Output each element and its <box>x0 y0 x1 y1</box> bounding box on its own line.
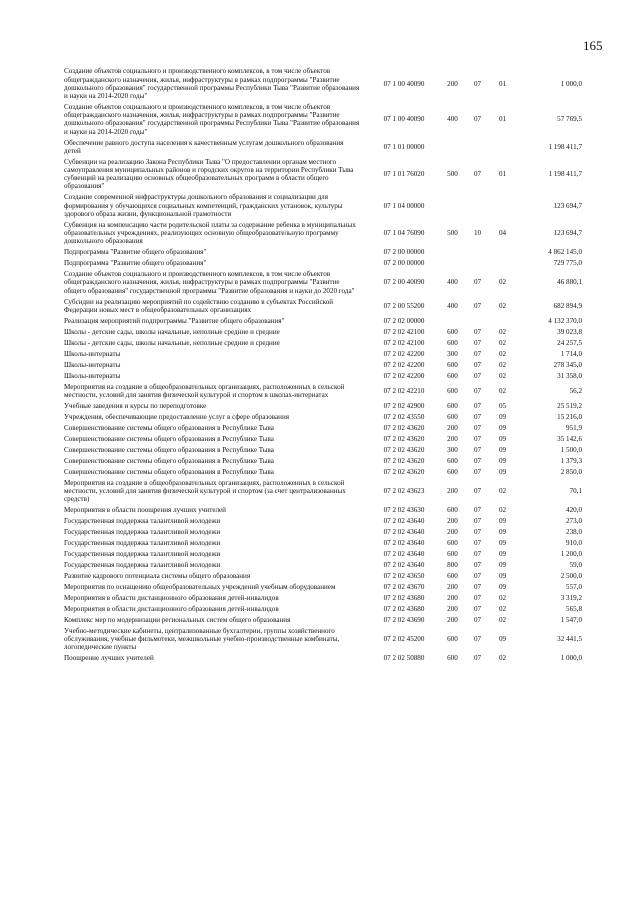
section-code: 07 <box>473 338 482 347</box>
row-name: Школы - детские сады, школы начальные, неполные средние и средние <box>64 327 280 336</box>
amount: 1 198 411,7 <box>548 142 582 151</box>
section-code <box>465 137 490 156</box>
budget-table-body <box>64 66 582 664</box>
expense-type-code: 600 <box>447 401 458 410</box>
expense-type-code: 600 <box>447 654 458 663</box>
row-name: Государственная поддержка талантливой молодежи <box>64 528 221 537</box>
table-row <box>64 359 582 370</box>
expense-type-code: 200 <box>447 517 458 526</box>
amount: 24 257,5 <box>557 338 582 347</box>
subsection-code: 02 <box>498 386 507 395</box>
subsection-code <box>490 315 515 326</box>
expense-type-code: 200 <box>447 615 458 624</box>
section-code: 07 <box>473 278 482 287</box>
target-article-code: 07 2 02 42100 <box>383 327 425 336</box>
row-name: Реализация мероприятий подпрограммы "Развитие общего образования" <box>64 316 285 325</box>
section-code: 07 <box>473 550 482 558</box>
section-code: 07 <box>473 349 482 358</box>
section-code: 07 <box>473 423 482 432</box>
subsection-code: 02 <box>498 593 507 602</box>
subsection-code: 09 <box>498 456 507 465</box>
table-row <box>64 66 582 102</box>
amount: 31 358,0 <box>557 371 582 380</box>
section-code: 07 <box>473 539 482 548</box>
amount: 1 714,0 <box>560 349 582 358</box>
amount: 57 769,5 <box>557 115 582 124</box>
subsection-code: 09 <box>498 517 507 526</box>
expense-type-code: 500 <box>447 170 458 179</box>
subsection-code: 02 <box>498 278 507 287</box>
target-article-code: 07 2 02 42100 <box>383 338 425 347</box>
amount: 951,9 <box>566 423 582 432</box>
subsection-code: 09 <box>498 582 507 591</box>
amount: 565,8 <box>566 604 582 613</box>
amount: 59,0 <box>569 560 582 569</box>
subsection-code: 01 <box>498 170 507 179</box>
amount: 4 132 370,0 <box>548 316 582 325</box>
target-article-code: 07 2 02 42200 <box>383 371 425 380</box>
row-name: Школы-интернаты <box>64 349 121 358</box>
section-code: 10 <box>473 228 482 237</box>
section-code: 07 <box>473 115 482 124</box>
subsection-code: 02 <box>498 486 507 495</box>
row-name: Государственная поддержка талантливой молодежи <box>64 550 221 558</box>
subsection-code: 02 <box>498 371 507 380</box>
row-name: Обеспечение равного доступа населения к качественным услугам дошкольного образования детей <box>64 138 344 155</box>
section-code: 07 <box>473 486 482 495</box>
row-name: Мероприятия в области дистанционного образования детей-инвалидов <box>64 604 279 613</box>
section-code: 07 <box>473 360 482 369</box>
subsection-code: 09 <box>498 434 507 443</box>
table-row <box>64 653 582 664</box>
expense-type-code: 600 <box>447 360 458 369</box>
amount: 273,0 <box>566 517 582 526</box>
subsection-code: 09 <box>498 412 507 421</box>
row-name: Поощрение лучших учителей <box>64 654 154 663</box>
amount: 56,2 <box>569 386 582 395</box>
target-article-code: 07 1 04 00000 <box>383 201 425 210</box>
table-row <box>64 400 582 411</box>
amount: 2 500,0 <box>560 571 582 580</box>
table-row <box>64 582 582 593</box>
section-code: 07 <box>473 506 482 515</box>
row-name: Совершенствование системы общего образования в Республике Тыва <box>64 456 274 465</box>
amount: 1 200,0 <box>560 550 582 558</box>
amount: 420,0 <box>566 506 582 515</box>
subsection-code: 02 <box>498 654 507 663</box>
section-code <box>465 315 490 326</box>
expense-type-code <box>440 315 465 326</box>
expense-type-code: 600 <box>447 550 458 558</box>
row-name: Развитие кадрового потенциала системы общего образования <box>64 571 251 580</box>
subsection-code: 09 <box>498 528 507 537</box>
target-article-code: 07 2 02 43620 <box>383 434 425 443</box>
section-code: 07 <box>473 528 482 537</box>
expense-type-code: 200 <box>447 79 458 88</box>
amount: 70,1 <box>569 486 582 495</box>
row-name: Создание объектов социального и производственного комплексов, в том числе объектов общегражданского назначения, жилья, инфраструктуры в рамках подпрограммы "Развитие дошкольного образования" государственной программы Республики Тыва "Развитие образования и науки на 2014-2020 годы" <box>64 102 360 136</box>
target-article-code: 07 2 02 43640 <box>383 560 425 569</box>
target-article-code: 07 2 02 43620 <box>383 445 425 454</box>
subsection-code: 09 <box>498 423 507 432</box>
section-code: 07 <box>473 456 482 465</box>
expense-type-code: 800 <box>447 560 458 569</box>
table-row <box>64 381 582 400</box>
expense-type-code <box>440 258 465 269</box>
table-row <box>64 137 582 156</box>
section-code: 07 <box>473 517 482 526</box>
expense-type-code: 600 <box>447 327 458 336</box>
section-code: 07 <box>473 604 482 613</box>
table-row <box>64 444 582 455</box>
row-name: Мероприятия на создание в общеобразовательных организациях, расположенных в сельской местности, условий для занятия физической культурой и спортом (за счет централизованных средств) <box>64 478 346 504</box>
section-code: 07 <box>473 301 482 310</box>
row-name: Подпрограмма "Развитие общего образования" <box>64 259 207 268</box>
table-row <box>64 466 582 477</box>
row-name: Создание современной инфраструктуры дошкольного образования и социализации для формирования у обучающихся социальных компетенций, гражданских установок, культуры здорового образа жизни, функциональной грамотности <box>64 193 343 218</box>
section-code: 07 <box>473 560 482 569</box>
row-name: Мероприятия в области дистанционного образования детей-инвалидов <box>64 593 279 602</box>
amount: 1 000,0 <box>560 79 582 88</box>
expense-type-code: 400 <box>447 115 458 124</box>
target-article-code: 07 2 02 50880 <box>383 654 425 663</box>
target-article-code: 07 2 02 42200 <box>383 349 425 358</box>
table-row <box>64 422 582 433</box>
amount: 729 775,0 <box>553 259 582 268</box>
expense-type-code <box>440 247 465 258</box>
subsection-code: 09 <box>498 550 507 558</box>
expense-type-code: 600 <box>447 571 458 580</box>
expense-type-code <box>440 137 465 156</box>
table-row <box>64 102 582 138</box>
expense-type-code: 200 <box>447 486 458 495</box>
table-row <box>64 156 582 192</box>
subsection-code: 02 <box>498 615 507 624</box>
subsection-code: 09 <box>498 467 507 476</box>
section-code: 07 <box>473 635 482 644</box>
target-article-code: 07 2 00 55200 <box>383 301 425 310</box>
subsection-code <box>490 192 515 219</box>
section-code: 07 <box>473 615 482 624</box>
subsection-code: 02 <box>498 338 507 347</box>
expense-type-code: 200 <box>447 528 458 537</box>
expense-type-code: 300 <box>447 445 458 454</box>
amount: 4 862 145,0 <box>548 248 582 257</box>
table-row <box>64 269 582 296</box>
table-row <box>64 219 582 246</box>
row-name: Учебные заведения и курсы по переподготовке <box>64 401 207 410</box>
subsection-code: 02 <box>498 327 507 336</box>
target-article-code: 07 2 02 43620 <box>383 456 425 465</box>
amount: 1 500,0 <box>560 445 582 454</box>
target-article-code: 07 2 02 45200 <box>383 635 425 644</box>
target-article-code: 07 2 02 42200 <box>383 360 425 369</box>
subsection-code: 02 <box>498 604 507 613</box>
section-code <box>465 192 490 219</box>
subsection-code: 02 <box>498 506 507 515</box>
expense-type-code: 600 <box>447 412 458 421</box>
table-row <box>64 505 582 516</box>
target-article-code: 07 1 04 76090 <box>383 228 425 237</box>
amount: 1 379,3 <box>560 456 582 465</box>
row-name: Государственная поддержка талантливой молодежи <box>64 539 221 548</box>
amount: 25 519,2 <box>557 401 582 410</box>
row-name: Мероприятия на создание в общеобразовательных организациях, расположенных в сельской местности, условий для занятия физической культурой и спортом в школах-интернатах <box>64 382 345 399</box>
target-article-code: 07 2 02 43640 <box>383 539 425 548</box>
target-article-code: 07 2 02 43650 <box>383 571 425 580</box>
section-code: 07 <box>473 79 482 88</box>
expense-type-code: 400 <box>447 278 458 287</box>
section-code: 07 <box>473 412 482 421</box>
subsection-code: 09 <box>498 539 507 548</box>
expense-type-code: 500 <box>447 228 458 237</box>
section-code: 07 <box>473 170 482 179</box>
expense-type-code: 200 <box>447 604 458 613</box>
expense-type-code: 300 <box>447 349 458 358</box>
amount: 1 198 411,7 <box>548 170 582 179</box>
row-name: Совершенствование системы общего образования в Республике Тыва <box>64 423 274 432</box>
section-code: 07 <box>473 445 482 454</box>
section-code: 07 <box>473 371 482 380</box>
table-row <box>64 571 582 582</box>
target-article-code: 07 2 02 43690 <box>383 615 425 624</box>
row-name: Мероприятия в области поощрения лучших учителей <box>64 506 226 515</box>
target-article-code: 07 2 02 43620 <box>383 467 425 476</box>
amount: 32 441,5 <box>557 635 582 644</box>
target-article-code: 07 2 02 43640 <box>383 550 425 558</box>
amount: 682 894,9 <box>553 301 582 310</box>
row-name: Комплекс мер по модернизации региональных систем общего образования <box>64 615 291 624</box>
amount: 15 216,0 <box>557 412 582 421</box>
table-row <box>64 560 582 571</box>
row-name: Государственная поддержка талантливой молодежи <box>64 517 221 526</box>
section-code: 07 <box>473 582 482 591</box>
subsection-code: 02 <box>498 301 507 310</box>
amount: 3 319,2 <box>560 593 582 602</box>
row-name: Школы - детские сады, школы начальные, неполные средние и средние <box>64 338 280 347</box>
expense-type-code: 600 <box>447 386 458 395</box>
subsection-code: 01 <box>498 79 507 88</box>
table-row <box>64 538 582 549</box>
table-row <box>64 315 582 326</box>
subsection-code: 01 <box>498 115 507 124</box>
amount: 123 694,7 <box>553 228 582 237</box>
target-article-code: 07 2 00 40090 <box>383 278 425 287</box>
amount: 1 547,0 <box>560 615 582 624</box>
amount: 2 850,0 <box>560 467 582 476</box>
subsection-code <box>490 137 515 156</box>
table-row <box>64 604 582 615</box>
page-number: 165 <box>583 38 603 53</box>
subsection-code: 09 <box>498 445 507 454</box>
section-code: 07 <box>473 327 482 336</box>
section-code: 07 <box>473 593 482 602</box>
budget-table <box>64 66 582 664</box>
table-row <box>64 626 582 653</box>
target-article-code: 07 2 02 43680 <box>383 604 425 613</box>
section-code: 07 <box>473 571 482 580</box>
table-row <box>64 516 582 527</box>
expense-type-code: 600 <box>447 371 458 380</box>
target-article-code: 07 2 02 43620 <box>383 423 425 432</box>
subsection-code: 09 <box>498 560 507 569</box>
target-article-code: 07 1 01 76020 <box>383 170 425 179</box>
target-article-code: 07 1 01 00000 <box>383 142 425 151</box>
target-article-code: 07 2 02 42210 <box>383 386 425 395</box>
section-code: 07 <box>473 386 482 395</box>
table-row <box>64 615 582 626</box>
amount: 1 000,0 <box>560 654 582 663</box>
expense-type-code <box>440 192 465 219</box>
row-name: Создание объектов социального и производственного комплексов, в том числе объектов общегражданского назначения, жилья, инфраструктуры в рамках подпрограммы "Развитие дошкольного образования" государственной программы Республики Тыва "Развитие образования и науки на 2014-2020 годы" <box>64 67 360 100</box>
expense-type-code: 600 <box>447 467 458 476</box>
row-name: Подпрограмма "Развитие общего образования" <box>64 248 207 257</box>
section-code: 07 <box>473 401 482 410</box>
target-article-code: 07 2 02 43680 <box>383 593 425 602</box>
expense-type-code: 200 <box>447 582 458 591</box>
table-row <box>64 192 582 219</box>
target-article-code: 07 2 02 43640 <box>383 517 425 526</box>
target-article-code: 07 1 00 40090 <box>383 79 425 88</box>
expense-type-code: 600 <box>447 635 458 644</box>
target-article-code: 07 2 02 43640 <box>383 528 425 537</box>
subsection-code: 04 <box>498 228 507 237</box>
section-code <box>465 258 490 269</box>
subsection-code: 02 <box>498 360 507 369</box>
table-row <box>64 247 582 258</box>
target-article-code: 07 1 00 40090 <box>383 115 425 124</box>
target-article-code: 07 2 00 00000 <box>383 259 425 268</box>
table-row <box>64 296 582 315</box>
table-row <box>64 411 582 422</box>
amount: 46 880,1 <box>557 278 582 287</box>
row-name: Учреждения, обеспечивающие предоставление услуг в сфере образования <box>64 412 290 421</box>
row-name: Государственная поддержка талантливой молодежи <box>64 560 221 569</box>
subsection-code: 09 <box>498 635 507 644</box>
subsection-code: 02 <box>498 349 507 358</box>
row-name: Совершенствование системы общего образования в Республике Тыва <box>64 434 274 443</box>
amount: 123 694,7 <box>553 201 582 210</box>
table-row <box>64 348 582 359</box>
expense-type-code: 200 <box>447 434 458 443</box>
amount: 39 023,8 <box>557 327 582 336</box>
target-article-code: 07 2 02 42900 <box>383 401 425 410</box>
expense-type-code: 400 <box>447 301 458 310</box>
table-row <box>64 527 582 538</box>
row-name: Создание объектов социального и производственного комплексов, в том числе объектов общегражданского назначения, жилья, инфраструктуры в рамках подпрограммы "Развитие общего образования" государственной программы "Развитие образования и науки до 2020 года" <box>64 270 355 295</box>
row-name: Школы-интернаты <box>64 371 121 380</box>
target-article-code: 07 2 02 00000 <box>383 316 425 325</box>
expense-type-code: 600 <box>447 456 458 465</box>
table-row <box>64 370 582 381</box>
expense-type-code: 600 <box>447 506 458 515</box>
section-code <box>465 247 490 258</box>
section-code: 07 <box>473 434 482 443</box>
subsection-code <box>490 258 515 269</box>
table-row <box>64 326 582 337</box>
amount: 238,0 <box>566 528 582 537</box>
row-name: Субсидии на реализацию мероприятий по содействию созданию в субъектах Российской Федерации новых мест в общеобразовательных организациях <box>64 297 334 314</box>
table-row <box>64 593 582 604</box>
subsection-code: 05 <box>498 401 507 410</box>
target-article-code: 07 2 00 00000 <box>383 248 425 257</box>
row-name: Субвенция на компенсацию части родительской платы за содержание ребенка в муниципальных образовательных учреждениях, реализующих основную общеобразовательную программу дошкольного образования <box>64 220 356 246</box>
subsection-code: 09 <box>498 571 507 580</box>
table-row <box>64 258 582 269</box>
row-name: Школы-интернаты <box>64 360 121 369</box>
row-name: Мероприятия по оснащению общеобразовательных учреждений учебным оборудованием <box>64 582 336 591</box>
table-row <box>64 337 582 348</box>
row-name: Совершенствование системы общего образования в Республике Тыва <box>64 445 274 454</box>
section-code: 07 <box>473 654 482 663</box>
expense-type-code: 200 <box>447 593 458 602</box>
row-name: Субвенции на реализацию Закона Республики Тыва "О предоставлении органам местного самоуправления муниципальных районов и городских округов на территории Республики Тыва субвенций на реализацию основных общеобразовательных программ в области общего образования" <box>64 157 354 191</box>
expense-type-code: 600 <box>447 338 458 347</box>
subsection-code <box>490 247 515 258</box>
amount: 910,0 <box>566 539 582 548</box>
amount: 35 142,6 <box>557 434 582 443</box>
target-article-code: 07 2 02 43623 <box>383 486 425 495</box>
amount: 557,0 <box>566 582 582 591</box>
table-row <box>64 477 582 504</box>
row-name: Совершенствование системы общего образования в Республике Тыва <box>64 467 274 476</box>
table-row <box>64 433 582 444</box>
target-article-code: 07 2 02 43670 <box>383 582 425 591</box>
amount: 278 345,0 <box>553 360 582 369</box>
table-row <box>64 549 582 560</box>
target-article-code: 07 2 02 43630 <box>383 506 425 515</box>
expense-type-code: 200 <box>447 423 458 432</box>
target-article-code: 07 2 02 43550 <box>383 412 425 421</box>
expense-type-code: 600 <box>447 539 458 548</box>
table-row <box>64 455 582 466</box>
section-code: 07 <box>473 467 482 476</box>
row-name: Учебно-методические кабинеты, централизованные бухгалтерии, группы хозяйственного обслуживания, учебные фильмотеки, межшкольные учебно-производственные комбинаты, логопедические пункты <box>64 626 340 652</box>
